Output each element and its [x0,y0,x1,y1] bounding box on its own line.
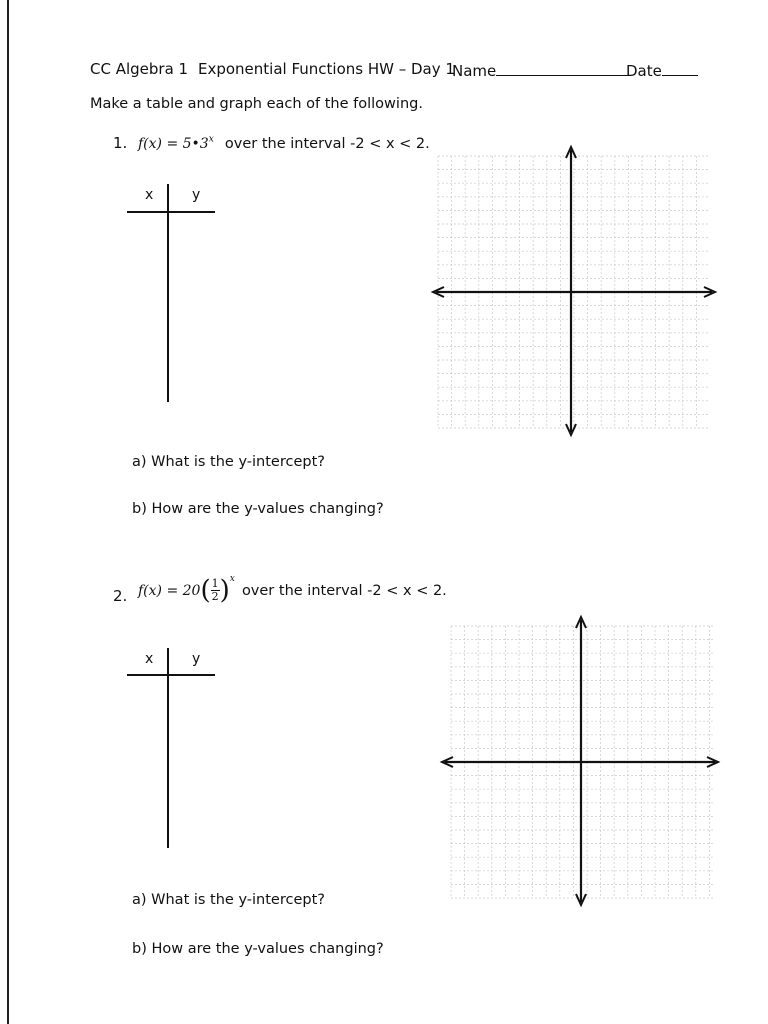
problem-1-interval: over the interval -2 < x < 2. [224,136,430,152]
problem-2-question-a-text: What is the y-intercept? [151,892,325,908]
problem-1-question-a-text: What is the y-intercept? [151,454,325,470]
problem-1-coordinate-grid[interactable] [428,142,720,440]
problem-2-fraction [211,578,220,603]
problem-2-question-a-label: a) [132,892,147,908]
problem-1-table-y-header: y [192,187,201,203]
problem-2-statement [138,574,447,606]
problem-2-table-x-header: x [145,651,154,667]
problem-2-table-y-header: y [192,651,201,667]
problem-1-table-x-header: x [145,187,154,203]
problem-2-number: 2. [113,587,128,605]
date-label: Date [626,62,662,80]
problem-1-question-b-label: b) [132,501,147,517]
problem-1-exponent: x [208,134,214,145]
name-blank[interactable] [496,60,631,76]
problem-1-number: 1. [113,134,128,152]
problem-2-table-vertical-rule [167,648,169,848]
page-left-edge [7,0,9,1024]
problem-1-question-b [132,501,384,517]
problem-2-fraction-numerator: 1 [211,577,219,590]
name-field[interactable] [452,60,631,80]
problem-2-table-horizontal-rule [127,674,215,676]
problem-2-function: f(x) = 20 [138,583,201,599]
problem-2-exponent: x [229,574,235,584]
problem-1-question-a-label: a) [132,454,147,470]
problem-2-question-b-text: How are the y-values changing? [151,941,384,957]
problem-2-interval: over the interval -2 < x < 2. [241,582,447,599]
problem-2-left-paren: ( [200,575,211,606]
name-label: Name [452,62,497,80]
problem-1-table-horizontal-rule [127,211,215,213]
instructions: Make a table and graph each of the following. [90,96,423,112]
date-field[interactable] [626,60,698,80]
problem-1-question-a [132,454,325,470]
problem-2-right-paren: ) [219,575,230,606]
worksheet-title: Exponential Functions HW – Day 1 [198,60,455,78]
problem-1-question-b-text: How are the y-values changing? [151,501,384,517]
course-label: CC Algebra 1 [90,60,189,78]
problem-1-statement [138,133,430,152]
problem-2-question-b [132,941,384,957]
problem-2-question-b-label: b) [132,941,147,957]
problem-2-coordinate-grid[interactable] [437,612,723,910]
problem-2-question-a [132,892,325,908]
problem-1-table-vertical-rule [167,184,169,402]
problem-1-function: f(x) = 5•3 [138,136,209,152]
problem-2-fraction-denominator: 2 [211,590,219,603]
date-blank[interactable] [662,60,698,76]
